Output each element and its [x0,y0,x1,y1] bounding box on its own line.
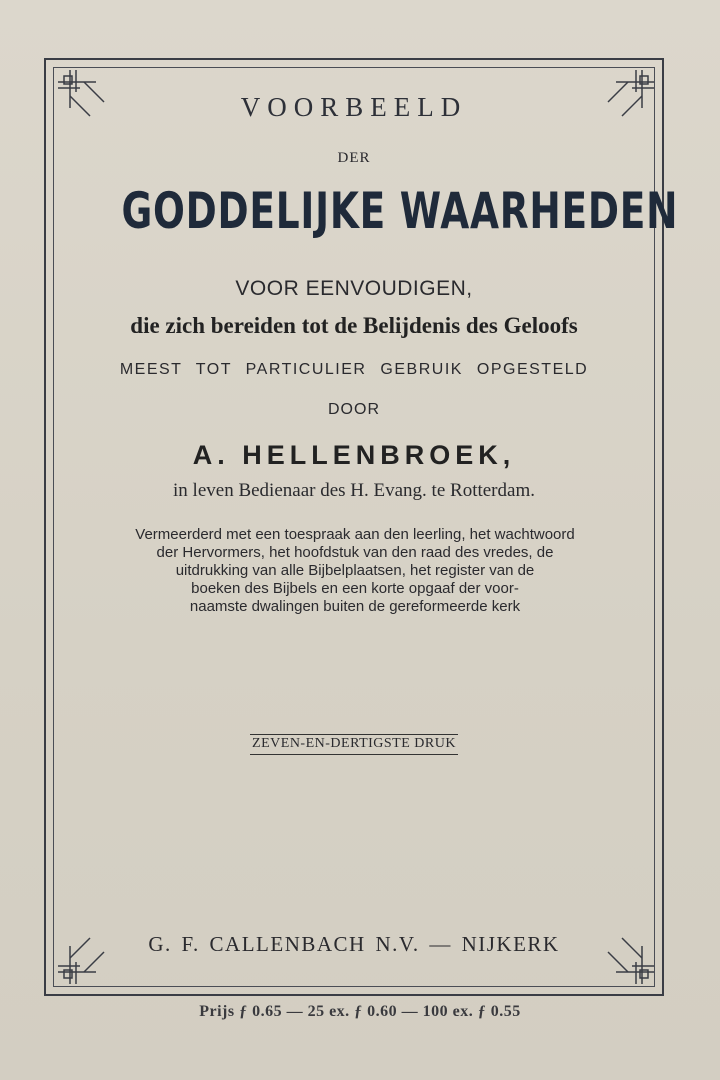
additions-line: der Hervormers, het hoofdstuk van den raad des vredes, de [156,544,554,561]
edition-label [44,734,664,755]
by-label: DOOR [328,401,380,418]
heading-der: DER [337,150,371,166]
subtitle-usage: MEEST TOT PARTICULIER GEBRUIK OPGESTELD [119,361,589,378]
author-description: in leven Bedienaar des H. Evang. te Rotterdam. [173,480,535,501]
author-name: A. HELLENBROEK, [192,440,516,470]
subtitle-purpose: die zich bereiden tot de Belijdenis des Geloofs [130,313,578,338]
additions-paragraph [60,526,650,616]
additions-line: Vermeerderd met een toespraak aan den leerling, het wachtwoord [135,526,575,543]
additions-line: boeken des Bijbels en een korte opgaaf der voor- [191,580,519,597]
heading-voorbeeld: VOORBEELD [240,92,468,122]
additions-line: uitdrukking van alle Bijbelplaatsen, het register van de [175,562,535,579]
edition-text: ZEVEN-EN-DERTIGSTE DRUK [250,734,458,755]
additions-line: naamste dwalingen buiten de gereformeerde kerk [189,598,521,615]
publisher-line: G. F. CALLENBACH N.V. — NIJKERK [148,932,560,956]
price-line: Prijs ƒ 0.65 — 25 ex. ƒ 0.60 — 100 ex. ƒ 0.55 [199,1003,521,1020]
main-title: GODDELIJKE WAARHEDEN [121,182,679,240]
subtitle-audience: VOOR EENVOUDIGEN, [235,277,473,300]
